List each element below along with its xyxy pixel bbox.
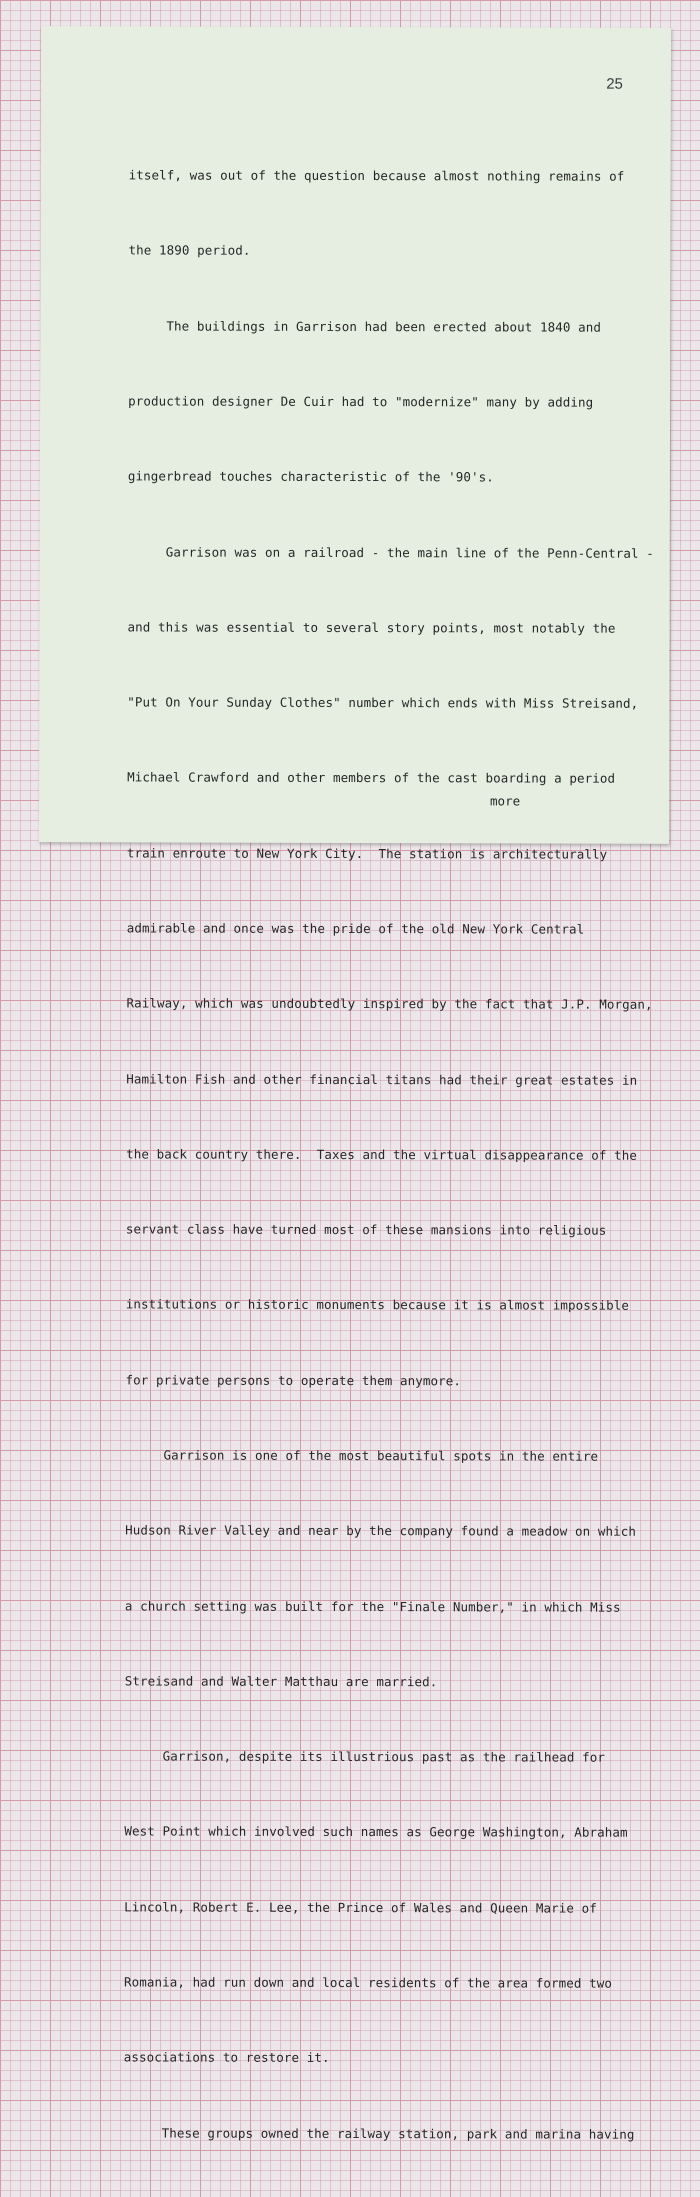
text-line: the 1890 period. (128, 242, 251, 259)
text-line: Romania, had run down and local residents of the area formed two (123, 1974, 613, 1991)
text-line: associations to restore it. (123, 2049, 330, 2066)
page-number: 25 (606, 75, 623, 93)
text-line: admirable and once was the pride of the old New York Central (126, 920, 585, 937)
text-line: West Point which involved such names as George Washington, Abraham (124, 1823, 628, 1841)
text-line: "Put On Your Sunday Clothes" number which ends with Miss Streisand, (127, 694, 639, 711)
text-line: Lincoln, Robert E. Lee, the Prince of Wales and Queen Marie of (124, 1899, 597, 1916)
text-line: a church setting was built for the "Finale Number," in which Miss (124, 1597, 621, 1615)
text-line: for private persons to operate them anymore. (125, 1372, 462, 1388)
text-line: itself, was out of the question because almost nothing remains of (128, 167, 625, 184)
text-line: institutions or historic monuments because it is almost impossible (125, 1296, 630, 1314)
text-line: Railway, which was undoubtedly inspired by the fact that J.P. Morgan, (126, 995, 653, 1013)
text-line: gingerbread touches characteristic of the '90's. (127, 468, 494, 485)
text-line: The buildings in Garrison had been erected about 1840 and (128, 318, 602, 335)
text-line: production designer De Cuir had to "modernize" many by adding (128, 393, 594, 410)
text-line: Garrison was on a railroad - the main line of the Penn-Central - (127, 543, 654, 561)
text-line: the back country there. Taxes and the virtual disappearance of the (126, 1146, 638, 1163)
text-line: Streisand and Walter Matthau are married. (124, 1673, 438, 1690)
text-line: Garrison, despite its illustrious past as the railhead for (124, 1748, 605, 1765)
typed-page (39, 26, 671, 2142)
text-line: and this was essential to several story points, most notably the (127, 619, 616, 636)
text-line: Hudson River Valley and near by the company found a meadow on which (125, 1522, 637, 1539)
text-line: These groups owned the railway station, park and marina having (123, 2124, 635, 2142)
text-line: servant class have turned most of these mansions into religious (125, 1221, 607, 1238)
text-line: train enroute to New York City. The station is architecturally (126, 845, 608, 862)
text-line: Garrison is one of the most beautiful spots in the entire (125, 1447, 599, 1464)
typed-body-text (123, 112, 668, 2196)
continued-marker: more (490, 793, 521, 809)
text-line: Hamilton Fish and other financial titans had their great estates in (126, 1070, 638, 1088)
text-line: Michael Crawford and other members of the cast boarding a period (127, 769, 616, 787)
